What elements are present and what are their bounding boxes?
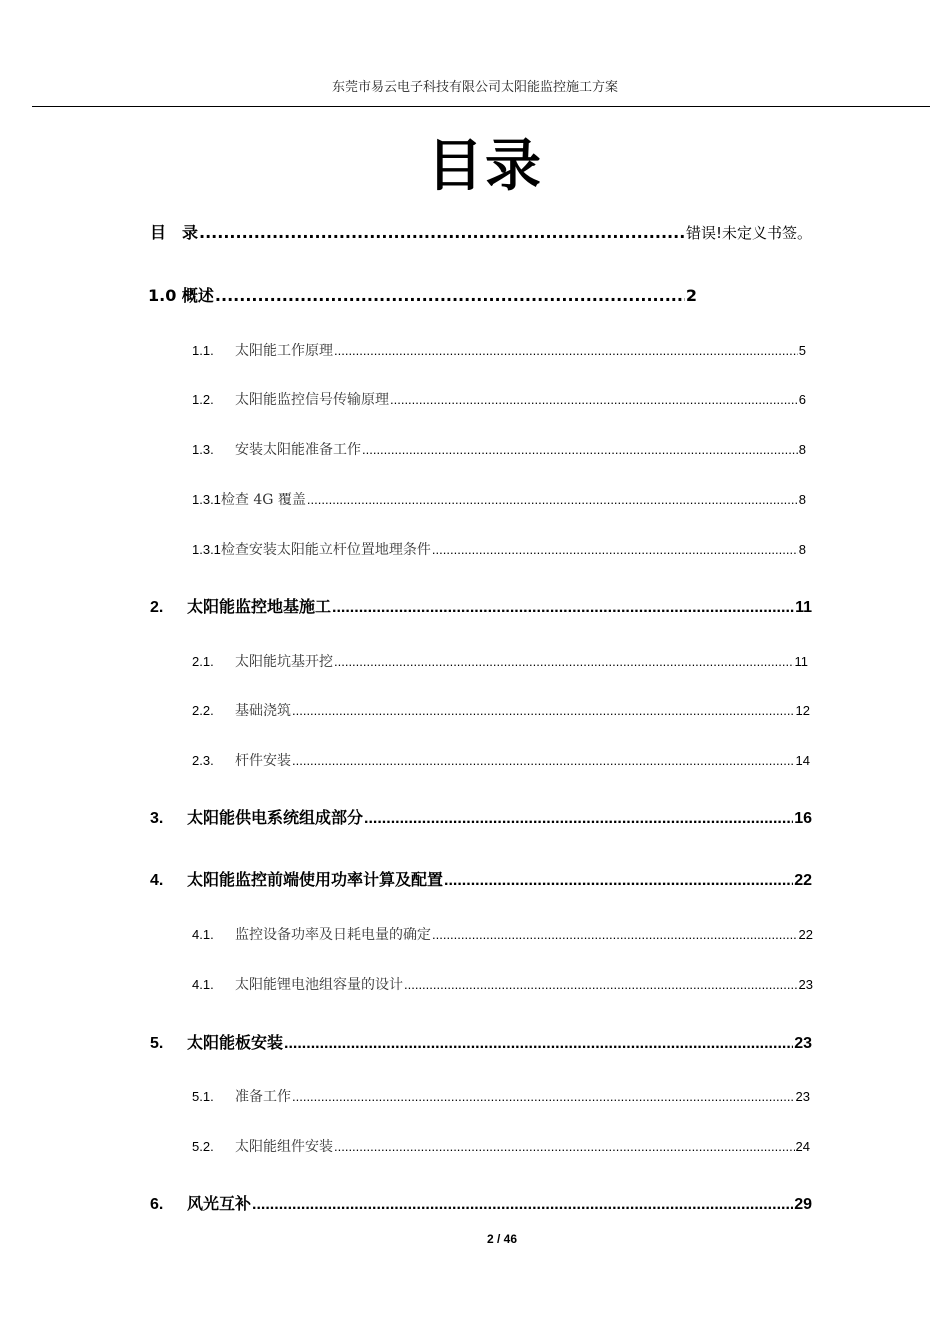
toc-leader-dots bbox=[215, 286, 685, 305]
toc-entry-number: 1.2. bbox=[192, 392, 214, 407]
toc-entry-1-1[interactable] bbox=[192, 340, 806, 360]
toc-leader-dots bbox=[252, 1196, 793, 1214]
toc-title: 目录 bbox=[427, 133, 543, 199]
toc-entry-page: 5 bbox=[798, 343, 806, 358]
toc-entry-6[interactable] bbox=[150, 1191, 812, 1214]
toc-entry-4-1-power[interactable] bbox=[192, 924, 813, 944]
toc-entry-page: 16 bbox=[794, 810, 812, 827]
toc-entry-number: 3. bbox=[150, 810, 164, 827]
toc-entry-page: 29 bbox=[794, 1196, 812, 1213]
toc-entry-number: 2.1. bbox=[192, 654, 214, 669]
toc-entry-1-3[interactable] bbox=[192, 439, 806, 459]
toc-entry-label: 太阳能供电系统组成部分 bbox=[187, 810, 364, 827]
toc-entry-number: 2. bbox=[150, 599, 164, 616]
toc-entry-number: 5.1. bbox=[192, 1089, 214, 1104]
toc-entry-label: 太阳能坑基开挖 bbox=[235, 654, 333, 670]
toc-leader-dots bbox=[334, 343, 798, 358]
toc-entry-number: 4.1. bbox=[192, 927, 214, 942]
toc-entry-page: 12 bbox=[795, 703, 810, 718]
toc-entry-label: 检查安装太阳能立杆位置地理条件 bbox=[220, 542, 431, 558]
toc-entry-5-2[interactable] bbox=[192, 1136, 810, 1156]
toc-entry-1-2[interactable] bbox=[192, 389, 806, 409]
toc-entry-label: 太阳能组件安装 bbox=[235, 1139, 333, 1155]
toc-entry-1-0[interactable] bbox=[148, 283, 697, 306]
toc-entry-page: 2 bbox=[685, 286, 697, 305]
toc-entry-page: 24 bbox=[795, 1139, 810, 1154]
page-header: 东莞市易云电子科技有限公司太阳能监控施工方案 bbox=[331, 80, 618, 95]
toc-entry-1-3-1-coverage[interactable] bbox=[192, 489, 806, 509]
toc-entry-2-1[interactable] bbox=[192, 651, 808, 671]
toc-entry-1-3-1-site[interactable] bbox=[192, 539, 806, 559]
toc-entry-label: 目 录 bbox=[150, 223, 199, 242]
toc-entry-number: 1.3.1 bbox=[192, 492, 221, 507]
toc-entry-label: 检查 4G 覆盖 bbox=[220, 492, 306, 508]
toc-entry-number: 4.1. bbox=[192, 977, 214, 992]
page-number: 2 / 46 bbox=[486, 1232, 518, 1246]
toc-entry-number: 1.3. bbox=[192, 442, 214, 457]
toc-entry-page: 23 bbox=[795, 1089, 810, 1104]
toc-entry-number: 2.3. bbox=[192, 753, 214, 768]
toc-entry-5[interactable] bbox=[150, 1030, 812, 1053]
toc-leader-dots bbox=[292, 703, 795, 718]
toc-leader-dots bbox=[332, 599, 794, 617]
toc-entry-page: 23 bbox=[794, 1035, 812, 1052]
toc-entry-3[interactable] bbox=[150, 805, 812, 828]
toc-entry-page: 22 bbox=[798, 927, 813, 942]
toc-entry-label: 准备工作 bbox=[235, 1089, 291, 1105]
toc-entry-page: 14 bbox=[795, 753, 810, 768]
toc-entry-page: 22 bbox=[794, 872, 812, 889]
toc-entry-5-1[interactable] bbox=[192, 1086, 810, 1106]
toc-entry-label: 太阳能监控前端使用功率计算及配置 bbox=[187, 872, 444, 889]
toc-entry-number: 4. bbox=[150, 872, 164, 889]
toc-entry-number: 5. bbox=[150, 1035, 164, 1052]
toc-entry-page: 11 bbox=[794, 654, 808, 669]
toc-entry-4-1-battery[interactable] bbox=[192, 974, 813, 994]
toc-entry-2[interactable] bbox=[150, 594, 812, 617]
toc-entry-2-3[interactable] bbox=[192, 750, 810, 770]
toc-leader-dots bbox=[362, 442, 798, 457]
toc-entry-label: 1.0 概述 bbox=[148, 286, 214, 305]
toc-leader-dots bbox=[292, 1089, 795, 1104]
toc-entry-page: 错误!未定义书签。 bbox=[685, 224, 812, 242]
toc-entry-label: 基础浇筑 bbox=[235, 703, 291, 719]
header-divider bbox=[32, 106, 930, 107]
toc-entry-number: 1.3.1 bbox=[192, 542, 221, 557]
toc-entry-number: 6. bbox=[150, 1196, 164, 1213]
toc-entry-page: 8 bbox=[798, 442, 806, 457]
toc-leader-dots bbox=[307, 492, 798, 507]
toc-entry-page: 11 bbox=[795, 599, 812, 616]
toc-entry-label: 太阳能工作原理 bbox=[235, 343, 333, 359]
toc-entry-page: 6 bbox=[798, 392, 806, 407]
toc-entry-page: 23 bbox=[798, 977, 813, 992]
toc-entry-label: 太阳能监控地基施工 bbox=[187, 599, 332, 616]
toc-entry-label: 杆件安装 bbox=[235, 753, 291, 769]
toc-entry-label: 安装太阳能准备工作 bbox=[235, 442, 361, 458]
toc-leader-dots bbox=[432, 542, 798, 557]
toc-leader-dots bbox=[432, 927, 798, 942]
toc-entry-label: 风光互补 bbox=[187, 1196, 252, 1213]
toc-entry-label: 监控设备功率及日耗电量的确定 bbox=[235, 927, 431, 943]
toc-entry-number: 5.2. bbox=[192, 1139, 214, 1154]
toc-entry-label: 太阳能监控信号传输原理 bbox=[235, 392, 389, 408]
toc-entry-number: 2.2. bbox=[192, 703, 214, 718]
toc-entry-contents[interactable] bbox=[150, 220, 812, 243]
toc-entry-number: 1.1. bbox=[192, 343, 214, 358]
toc-entry-page: 8 bbox=[798, 492, 806, 507]
toc-leader-dots bbox=[292, 753, 795, 768]
toc-leader-dots bbox=[364, 810, 793, 828]
toc-entry-page: 8 bbox=[798, 542, 806, 557]
toc-entry-4[interactable] bbox=[150, 867, 812, 890]
toc-entry-label: 太阳能锂电池组容量的设计 bbox=[235, 977, 403, 993]
toc-entry-2-2[interactable] bbox=[192, 700, 810, 720]
toc-leader-dots bbox=[199, 223, 685, 242]
toc-leader-dots bbox=[334, 654, 794, 669]
toc-leader-dots bbox=[390, 392, 798, 407]
toc-leader-dots bbox=[284, 1035, 793, 1053]
toc-entry-label: 太阳能板安装 bbox=[187, 1035, 284, 1052]
toc-leader-dots bbox=[334, 1139, 795, 1154]
toc-leader-dots bbox=[444, 872, 793, 890]
toc-leader-dots bbox=[404, 977, 798, 992]
